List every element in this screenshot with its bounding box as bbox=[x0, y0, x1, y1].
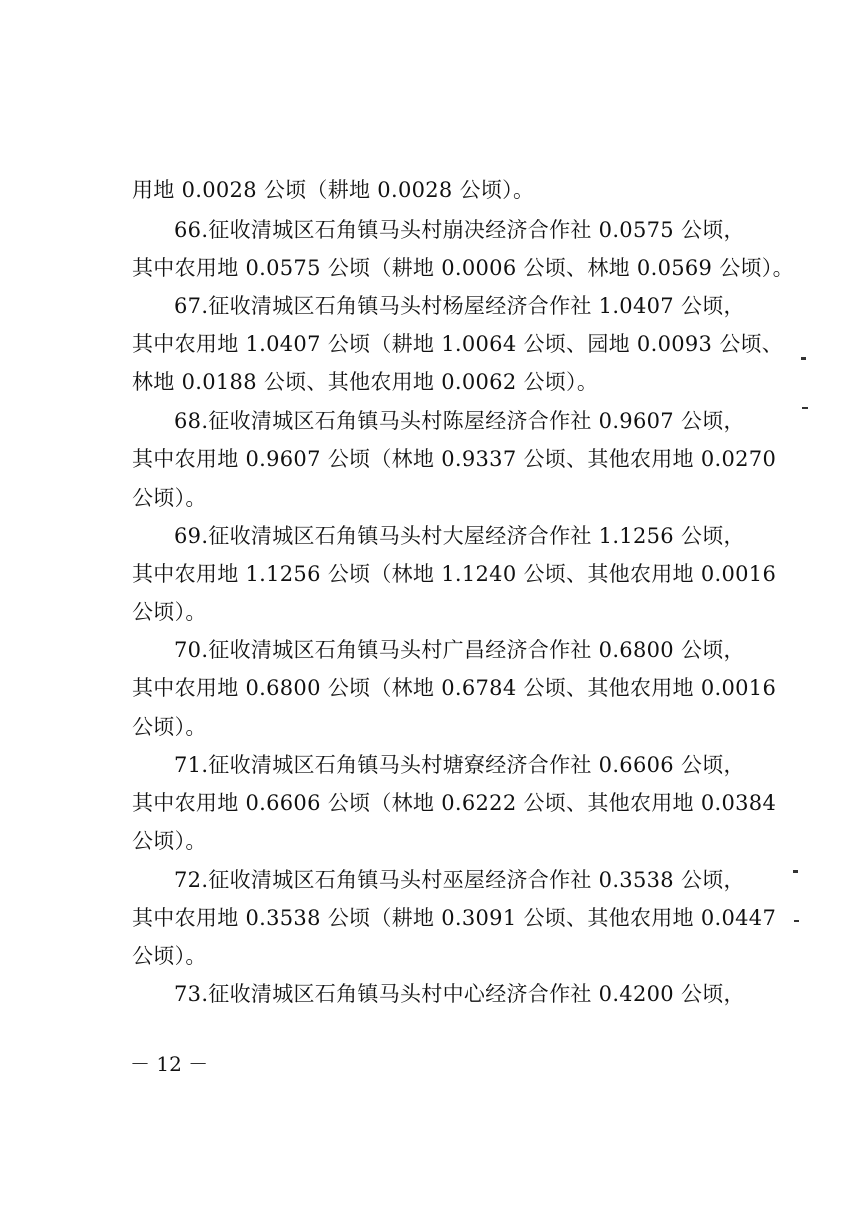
item-67-heading: 67.征收清城区石角镇马头村杨屋经济合作社 1.0407 公顷， bbox=[174, 294, 745, 318]
text-line: 公顷）。 bbox=[132, 486, 207, 510]
item-68-heading: 68.征收清城区石角镇马头村陈屋经济合作社 0.9607 公顷， bbox=[174, 409, 745, 433]
text-line: 其中农用地 1.1256 公顷（林地 1.1240 公顷、其他农用地 0.0016 bbox=[132, 562, 777, 586]
scan-mark bbox=[793, 870, 798, 873]
text-line: 公顷）。 bbox=[132, 715, 207, 739]
scan-mark bbox=[802, 407, 808, 409]
scan-mark bbox=[801, 357, 806, 360]
item-72-heading: 72.征收清城区石角镇马头村巫屋经济合作社 0.3538 公顷， bbox=[174, 868, 745, 892]
item-71-heading: 71.征收清城区石角镇马头村塘寮经济合作社 0.6606 公顷， bbox=[174, 753, 745, 777]
text-line: 公顷）。 bbox=[132, 829, 207, 853]
text-line: 其中农用地 0.0575 公顷（耕地 0.0006 公顷、林地 0.0569 公顷）。 bbox=[132, 256, 794, 280]
item-73-heading: 73.征收清城区石角镇马头村中心经济合作社 0.4200 公顷， bbox=[174, 982, 745, 1006]
text-line: 公顷）。 bbox=[132, 600, 207, 624]
text-line: 其中农用地 0.9607 公顷（林地 0.9337 公顷、其他农用地 0.0270 bbox=[132, 447, 777, 471]
item-66-heading: 66.征收清城区石角镇马头村崩决经济合作社 0.0575 公顷， bbox=[174, 218, 745, 242]
scan-mark bbox=[794, 920, 799, 922]
text-line: 其中农用地 0.6800 公顷（林地 0.6784 公顷、其他农用地 0.0016 bbox=[132, 676, 777, 700]
text-line: 用地 0.0028 公顷（耕地 0.0028 公顷）。 bbox=[132, 178, 535, 202]
text-line: 其中农用地 0.6606 公顷（林地 0.6222 公顷、其他农用地 0.0384 bbox=[132, 791, 777, 815]
item-69-heading: 69.征收清城区石角镇马头村大屋经济合作社 1.1256 公顷， bbox=[174, 524, 745, 548]
text-line: 林地 0.0188 公顷、其他农用地 0.0062 公顷）。 bbox=[132, 370, 599, 394]
text-line: 公顷）。 bbox=[132, 944, 207, 968]
item-70-heading: 70.征收清城区石角镇马头村广昌经济合作社 0.6800 公顷， bbox=[174, 638, 745, 662]
page-number: － 12 － bbox=[130, 1052, 209, 1076]
text-line: 其中农用地 0.3538 公顷（耕地 0.3091 公顷、其他农用地 0.0447 bbox=[132, 906, 777, 930]
text-line: 其中农用地 1.0407 公顷（耕地 1.0064 公顷、园地 0.0093 公顷、 bbox=[132, 332, 784, 356]
